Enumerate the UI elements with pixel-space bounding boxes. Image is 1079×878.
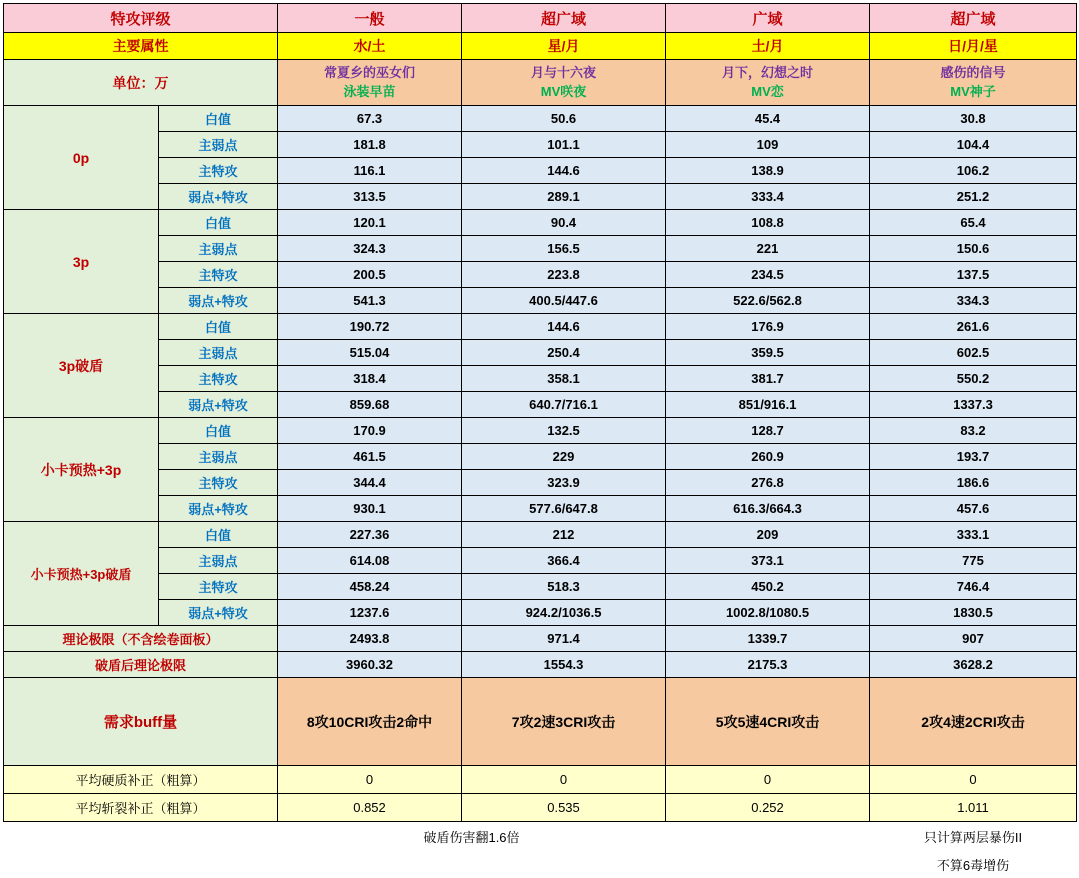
cell-g3-r2-c0: 344.4: [278, 470, 462, 496]
table-row-buff: [4, 678, 1077, 766]
metric-label-special: 主特攻: [159, 366, 278, 392]
cell-g0-r2-c0: 116.1: [278, 158, 462, 184]
limit-label-0: 理论极限（不含绘卷面板）: [4, 626, 278, 652]
footnote-spacer-mid: [666, 822, 870, 851]
table-row: [4, 158, 1077, 184]
cell-g1-r0-c3: 65.4: [870, 210, 1077, 236]
cell-g1-r3-c1: 400.5/447.6: [462, 288, 666, 314]
cell-g4-r3-c3: 1830.5: [870, 600, 1077, 626]
cell-g2-r2-c1: 358.1: [462, 366, 666, 392]
buff-value-c2: 5攻5速4CRI攻击: [666, 678, 870, 766]
cell-g2-r0-c1: 144.6: [462, 314, 666, 340]
header-attribute-label: 主要属性: [4, 33, 278, 60]
cell-g1-r1-c2: 221: [666, 236, 870, 262]
table-row: [4, 184, 1077, 210]
cell-g1-r1-c3: 150.6: [870, 236, 1077, 262]
header-rating-col4: 超广域: [870, 4, 1077, 33]
cell-g3-r2-c1: 323.9: [462, 470, 666, 496]
cell-g3-r2-c2: 276.8: [666, 470, 870, 496]
table-row: [4, 574, 1077, 600]
table-row: [4, 132, 1077, 158]
cell-g2-r1-c0: 515.04: [278, 340, 462, 366]
buff-value-c3: 2攻4速2CRI攻击: [870, 678, 1077, 766]
limit-label-1: 破盾后理论极限: [4, 652, 278, 678]
cell-g1-r0-c1: 90.4: [462, 210, 666, 236]
cell-g0-r2-c2: 138.9: [666, 158, 870, 184]
cell-g3-r1-c1: 229: [462, 444, 666, 470]
group-label-4: 小卡预热+3p破盾: [4, 522, 159, 626]
cell-g0-r3-c0: 313.5: [278, 184, 462, 210]
correction-0-c3: 0: [870, 766, 1077, 794]
cell-g3-r1-c3: 193.7: [870, 444, 1077, 470]
header-rating-col2: 超广域: [462, 4, 666, 33]
damage-table: [3, 3, 1077, 878]
table-row: [4, 496, 1077, 522]
cell-g1-r3-c3: 334.3: [870, 288, 1077, 314]
table-row: [4, 444, 1077, 470]
cell-g0-r0-c2: 45.4: [666, 106, 870, 132]
footnote-break-shield: 破盾伤害翻1.6倍: [278, 822, 666, 851]
song-cell-1: [278, 60, 462, 106]
song-card-3: MV恋: [751, 83, 784, 99]
metric-label-weak: 主弱点: [159, 340, 278, 366]
table-row: [4, 600, 1077, 626]
spreadsheet-page: [0, 3, 1079, 873]
metric-label-special: 主特攻: [159, 574, 278, 600]
metric-label-white: 白值: [159, 106, 278, 132]
song-title-2: 月与十六夜: [531, 64, 597, 80]
metric-label-white: 白值: [159, 210, 278, 236]
cell-g1-r1-c1: 156.5: [462, 236, 666, 262]
limit-1-c1: 1554.3: [462, 652, 666, 678]
cell-g3-r3-c1: 577.6/647.8: [462, 496, 666, 522]
cell-g2-r2-c3: 550.2: [870, 366, 1077, 392]
cell-g0-r1-c2: 109: [666, 132, 870, 158]
cell-g0-r0-c3: 30.8: [870, 106, 1077, 132]
cell-g2-r0-c3: 261.6: [870, 314, 1077, 340]
correction-1-c3: 1.011: [870, 794, 1077, 822]
metric-label-weak: 主弱点: [159, 132, 278, 158]
cell-g4-r2-c2: 450.2: [666, 574, 870, 600]
cell-g0-r3-c2: 333.4: [666, 184, 870, 210]
table-header-row-rating: [4, 4, 1077, 33]
cell-g3-r0-c0: 170.9: [278, 418, 462, 444]
table-row: [4, 522, 1077, 548]
limit-1-c2: 2175.3: [666, 652, 870, 678]
cell-g0-r3-c3: 251.2: [870, 184, 1077, 210]
cell-g4-r1-c0: 614.08: [278, 548, 462, 574]
table-header-row-songs: [4, 60, 1077, 106]
table-row: [4, 262, 1077, 288]
cell-g3-r1-c0: 461.5: [278, 444, 462, 470]
table-row: [4, 418, 1077, 444]
group-label-0: 0p: [4, 106, 159, 210]
cell-g2-r1-c1: 250.4: [462, 340, 666, 366]
table-row-correction: [4, 766, 1077, 794]
cell-g3-r3-c2: 616.3/664.3: [666, 496, 870, 522]
table-row: [4, 210, 1077, 236]
cell-g3-r0-c3: 83.2: [870, 418, 1077, 444]
metric-label-special: 主特攻: [159, 158, 278, 184]
group-label-1: 3p: [4, 210, 159, 314]
footnote-spacer-left: [4, 822, 278, 851]
cell-g4-r0-c3: 333.1: [870, 522, 1077, 548]
correction-0-c2: 0: [666, 766, 870, 794]
cell-g1-r0-c2: 108.8: [666, 210, 870, 236]
metric-label-special: 主特攻: [159, 262, 278, 288]
song-title-1: 常夏乡的巫女们: [324, 64, 416, 80]
footnote-row-1: [4, 822, 1077, 851]
metric-label-weak: 主弱点: [159, 444, 278, 470]
header-rating-col1: 一般: [278, 4, 462, 33]
cell-g4-r3-c0: 1237.6: [278, 600, 462, 626]
cell-g2-r0-c2: 176.9: [666, 314, 870, 340]
limit-0-c3: 907: [870, 626, 1077, 652]
cell-g4-r0-c0: 227.36: [278, 522, 462, 548]
cell-g1-r2-c1: 223.8: [462, 262, 666, 288]
cell-g0-r3-c1: 289.1: [462, 184, 666, 210]
buff-label: 需求buff量: [4, 678, 278, 766]
table-row: [4, 314, 1077, 340]
cell-g1-r1-c0: 324.3: [278, 236, 462, 262]
metric-label-weak-special: 弱点+特攻: [159, 184, 278, 210]
metric-label-weak: 主弱点: [159, 548, 278, 574]
cell-g3-r0-c2: 128.7: [666, 418, 870, 444]
table-row: [4, 340, 1077, 366]
cell-g0-r0-c1: 50.6: [462, 106, 666, 132]
metric-label-special: 主特攻: [159, 470, 278, 496]
footnote-spacer-center-2: [278, 850, 666, 878]
song-title-4: 感伤的信号: [940, 64, 1006, 80]
cell-g4-r3-c1: 924.2/1036.5: [462, 600, 666, 626]
limit-0-c0: 2493.8: [278, 626, 462, 652]
cell-g3-r3-c0: 930.1: [278, 496, 462, 522]
cell-g4-r2-c3: 746.4: [870, 574, 1077, 600]
cell-g0-r2-c3: 106.2: [870, 158, 1077, 184]
song-card-4: MV神子: [950, 83, 996, 99]
limit-1-c3: 3628.2: [870, 652, 1077, 678]
footnote-spacer-mid-2: [666, 850, 870, 878]
cell-g2-r2-c0: 318.4: [278, 366, 462, 392]
cell-g2-r1-c3: 602.5: [870, 340, 1077, 366]
song-cell-4: [870, 60, 1077, 106]
footnote-crit-note: 只计算两层暴伤II: [870, 822, 1077, 851]
footnote-poison-note: 不算6毒增伤: [870, 850, 1077, 878]
header-attribute-col2: 星/月: [462, 33, 666, 60]
footnote-spacer-left-2: [4, 850, 278, 878]
table-row: [4, 470, 1077, 496]
limit-1-c0: 3960.32: [278, 652, 462, 678]
buff-value-c0: 8攻10CRI攻击2命中: [278, 678, 462, 766]
table-row: [4, 236, 1077, 262]
header-attribute-col4: 日/月/星: [870, 33, 1077, 60]
cell-g1-r3-c0: 541.3: [278, 288, 462, 314]
table-row: [4, 392, 1077, 418]
song-cell-2: [462, 60, 666, 106]
table-row: [4, 106, 1077, 132]
header-attribute-col1: 水/土: [278, 33, 462, 60]
buff-value-c1: 7攻2速3CRI攻击: [462, 678, 666, 766]
metric-label-white: 白值: [159, 522, 278, 548]
correction-0-c1: 0: [462, 766, 666, 794]
unit-label: 单位：万: [4, 60, 278, 106]
header-attribute-col3: 土/月: [666, 33, 870, 60]
metric-label-weak-special: 弱点+特攻: [159, 288, 278, 314]
cell-g3-r1-c2: 260.9: [666, 444, 870, 470]
cell-g3-r0-c1: 132.5: [462, 418, 666, 444]
cell-g0-r2-c1: 144.6: [462, 158, 666, 184]
cell-g4-r3-c2: 1002.8/1080.5: [666, 600, 870, 626]
song-card-1: 泳装早苗: [343, 83, 396, 99]
cell-g1-r2-c0: 200.5: [278, 262, 462, 288]
metric-label-weak: 主弱点: [159, 236, 278, 262]
metric-label-weak-special: 弱点+特攻: [159, 600, 278, 626]
cell-g2-r3-c2: 851/916.1: [666, 392, 870, 418]
cell-g3-r3-c3: 457.6: [870, 496, 1077, 522]
cell-g2-r1-c2: 359.5: [666, 340, 870, 366]
correction-1-c0: 0.852: [278, 794, 462, 822]
cell-g4-r1-c1: 366.4: [462, 548, 666, 574]
song-card-2: MV咲夜: [540, 83, 587, 99]
cell-g2-r3-c0: 859.68: [278, 392, 462, 418]
song-title-3: 月下，幻想之时: [722, 64, 814, 80]
cell-g4-r2-c0: 458.24: [278, 574, 462, 600]
table-row: [4, 548, 1077, 574]
header-rating-label: 特攻评级: [4, 4, 278, 33]
cell-g4-r2-c1: 518.3: [462, 574, 666, 600]
table-row-limit: [4, 626, 1077, 652]
cell-g4-r1-c3: 775: [870, 548, 1077, 574]
cell-g4-r1-c2: 373.1: [666, 548, 870, 574]
cell-g0-r0-c0: 67.3: [278, 106, 462, 132]
table-row: [4, 288, 1077, 314]
correction-0-c0: 0: [278, 766, 462, 794]
table-header-row-attribute: [4, 33, 1077, 60]
limit-0-c1: 971.4: [462, 626, 666, 652]
header-rating-col3: 广域: [666, 4, 870, 33]
correction-1-c1: 0.535: [462, 794, 666, 822]
limit-0-c2: 1339.7: [666, 626, 870, 652]
correction-1-c2: 0.252: [666, 794, 870, 822]
cell-g1-r2-c2: 234.5: [666, 262, 870, 288]
group-label-3: 小卡预热+3p: [4, 418, 159, 522]
cell-g1-r3-c2: 522.6/562.8: [666, 288, 870, 314]
cell-g0-r1-c0: 181.8: [278, 132, 462, 158]
metric-label-weak-special: 弱点+特攻: [159, 392, 278, 418]
cell-g0-r1-c1: 101.1: [462, 132, 666, 158]
correction-label-1: 平均斩裂补正（粗算）: [4, 794, 278, 822]
cell-g4-r0-c2: 209: [666, 522, 870, 548]
footnote-row-2: [4, 850, 1077, 878]
table-row-limit: [4, 652, 1077, 678]
cell-g1-r2-c3: 137.5: [870, 262, 1077, 288]
correction-label-0: 平均硬质补正（粗算）: [4, 766, 278, 794]
cell-g2-r3-c1: 640.7/716.1: [462, 392, 666, 418]
cell-g2-r3-c3: 1337.3: [870, 392, 1077, 418]
cell-g1-r0-c0: 120.1: [278, 210, 462, 236]
cell-g2-r0-c0: 190.72: [278, 314, 462, 340]
metric-label-white: 白值: [159, 314, 278, 340]
metric-label-white: 白值: [159, 418, 278, 444]
group-label-2: 3p破盾: [4, 314, 159, 418]
cell-g3-r2-c3: 186.6: [870, 470, 1077, 496]
metric-label-weak-special: 弱点+特攻: [159, 496, 278, 522]
table-row-correction: [4, 794, 1077, 822]
song-cell-3: [666, 60, 870, 106]
cell-g2-r2-c2: 381.7: [666, 366, 870, 392]
table-row: [4, 366, 1077, 392]
cell-g0-r1-c3: 104.4: [870, 132, 1077, 158]
cell-g4-r0-c1: 212: [462, 522, 666, 548]
